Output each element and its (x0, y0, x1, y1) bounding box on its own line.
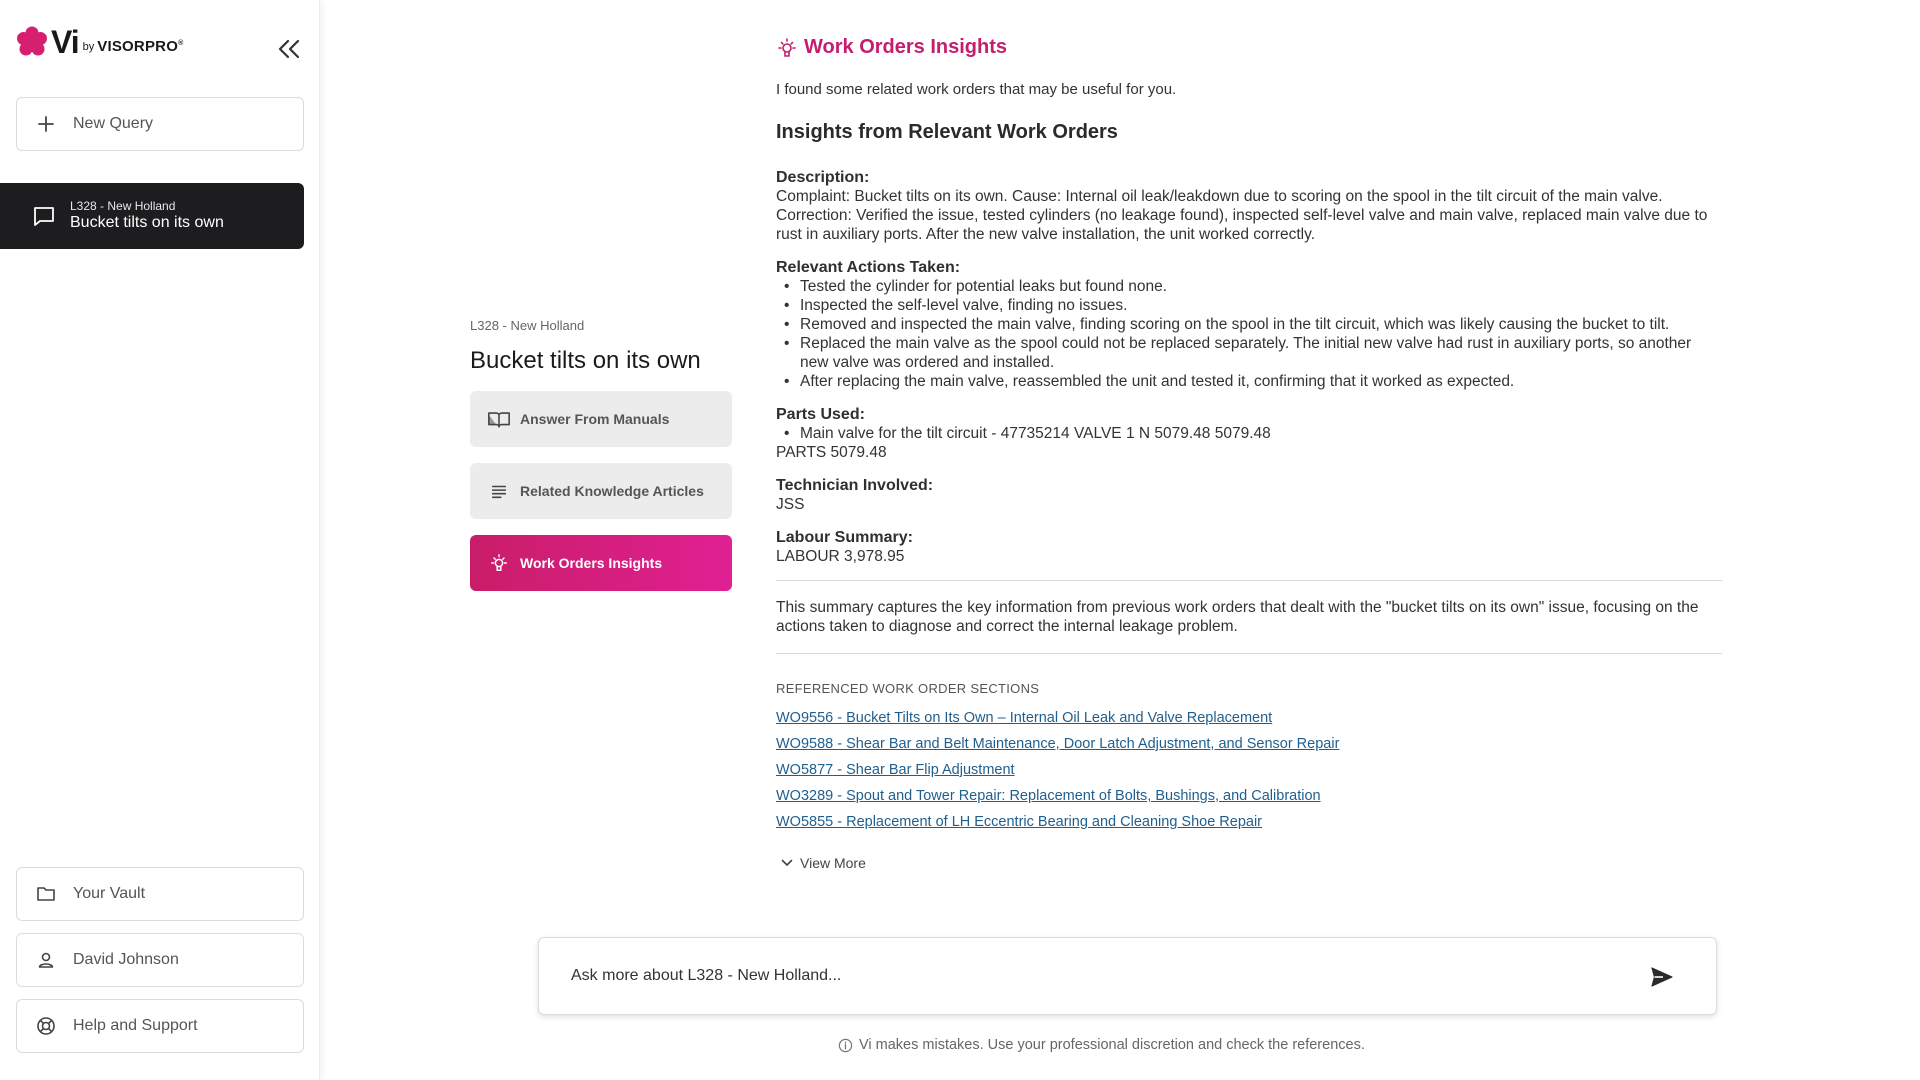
query-nav (470, 318, 732, 591)
technician-label: Technician Involved: (776, 477, 934, 494)
reference-link[interactable]: WO9556 - Bucket Tilts on Its Own – Internal Oil Leak and Valve Replacement (776, 710, 1273, 726)
brand-logo[interactable] (16, 26, 183, 58)
user-icon (35, 949, 57, 971)
folder-icon (35, 883, 57, 905)
collapse-sidebar-icon[interactable] (276, 38, 302, 60)
query-title: Bucket tilts on its own (470, 347, 701, 374)
labour-label: Labour Summary: (776, 529, 913, 546)
chat-item-subtitle: L328 - New Holland (70, 199, 176, 213)
list-item: • Inspected the self-level valve, finding no issues. (776, 296, 1722, 315)
reference-link[interactable]: WO5877 - Shear Bar Flip Adjustment (776, 762, 1015, 778)
user-profile-button[interactable] (16, 933, 304, 987)
work-orders-insights-button[interactable] (470, 535, 732, 591)
disclaimer (838, 1037, 1365, 1053)
list-item: • After replacing the main valve, reassembled the unit and tested it, confirming that it worked as expected. (776, 372, 1722, 391)
lifebuoy-icon (35, 1015, 57, 1037)
reference-link[interactable]: WO9588 - Shear Bar and Belt Maintenance, Door Latch Adjustment, and Sensor Repair (776, 736, 1340, 752)
summary-text: This summary captures the key information from previous work orders that dealt with the "bucket tilts on its own" issue, focusing on the actions taken to diagnose and correct the internal leakage problem. (776, 599, 1699, 635)
vault-button[interactable] (16, 867, 304, 921)
new-query-label: New Query (73, 115, 154, 132)
view-more-button[interactable] (780, 855, 1722, 871)
labour-value: LABOUR 3,978.95 (776, 548, 905, 565)
parts-label: Parts Used: (776, 406, 865, 423)
info-icon (838, 1038, 853, 1053)
reference-link[interactable]: WO5855 - Replacement of LH Eccentric Bearing and Cleaning Shoe Repair (776, 814, 1263, 830)
actions-label: Relevant Actions Taken: (776, 259, 961, 276)
brand-by: by (82, 41, 95, 53)
sidebar (0, 0, 320, 1080)
references-heading: REFERENCED WORK ORDER SECTIONS (776, 681, 1040, 696)
list-item: • Main valve for the tilt circuit - 47735214 VALVE 1 N 5079.48 5079.48 (776, 424, 1722, 443)
plus-icon (35, 113, 57, 135)
help-support-button[interactable] (16, 999, 304, 1053)
ask-input[interactable] (571, 967, 1621, 985)
reference-link[interactable]: WO3289 - Spout and Tower Repair: Replacement of Bolts, Bushings, and Calibration (776, 788, 1321, 804)
parts-total: PARTS 5079.48 (776, 444, 887, 461)
insights-panel (776, 36, 1722, 871)
insights-title: Insights from Relevant Work Orders (776, 121, 1118, 143)
lines-icon (486, 480, 512, 502)
panel-heading-text: Work Orders Insights (804, 36, 1008, 58)
parts-list (776, 424, 1722, 443)
list-item: • Tested the cylinder for potential leaks but found none. (776, 277, 1722, 296)
disclaimer-text: Vi makes mistakes. Use your professional discretion and check the references. (859, 1037, 1365, 1053)
list-item: • Replaced the main valve as the spool could not be replaced separately. The initial new valve had rust in auxiliary ports, so another new valve was ordered and installed. (776, 334, 1722, 372)
description-text: Complaint: Bucket tilts on its own. Cause: Internal oil leak/leakdown due to scoring on the spool in the tilt circuit of the main valve. Correction: Verified the issue, tested cylinders (no leakage found), inspected self-level valve and main valve, replaced main valve due to rust in auxiliary ports. After the new valve installation, the unit worked correctly. (776, 188, 1708, 243)
related-articles-label: Related Knowledge Articles (520, 483, 704, 499)
ask-box (538, 937, 1717, 1015)
description-label: Description: (776, 169, 870, 186)
brand-company: VISORPRO® (97, 37, 184, 55)
lightbulb-icon (776, 37, 798, 59)
answer-from-manuals-button[interactable] (470, 391, 732, 447)
user-name: David Johnson (73, 951, 179, 968)
lightbulb-icon (486, 552, 512, 574)
panel-heading (776, 36, 1722, 59)
book-icon (486, 408, 512, 430)
related-articles-button[interactable] (470, 463, 732, 519)
technician-value: JSS (776, 496, 805, 513)
chat-item-title: Bucket tilts on its own (70, 214, 224, 231)
query-subtitle: L328 - New Holland (470, 318, 585, 333)
divider (776, 653, 1722, 654)
list-item: • Removed and inspected the main valve, finding scoring on the spool in the tilt circuit, which was likely causing the bucket to tilt. (776, 315, 1722, 334)
intro-text: I found some related work orders that may be useful for you. (776, 81, 1177, 98)
new-query-button[interactable] (16, 97, 304, 151)
answer-from-manuals-label: Answer From Manuals (520, 411, 670, 427)
chat-bubble-icon (32, 204, 56, 228)
help-label: Help and Support (73, 1017, 198, 1034)
chat-history-item[interactable] (0, 183, 304, 249)
vault-label: Your Vault (73, 885, 146, 902)
chevron-down-icon (780, 856, 794, 870)
brand-name: Vi (51, 24, 79, 60)
actions-list (776, 277, 1722, 391)
work-orders-insights-label: Work Orders Insights (520, 555, 663, 571)
send-icon[interactable] (1650, 966, 1674, 988)
view-more-label: View More (800, 855, 866, 871)
divider (776, 580, 1722, 581)
flower-logo-icon (16, 26, 48, 58)
